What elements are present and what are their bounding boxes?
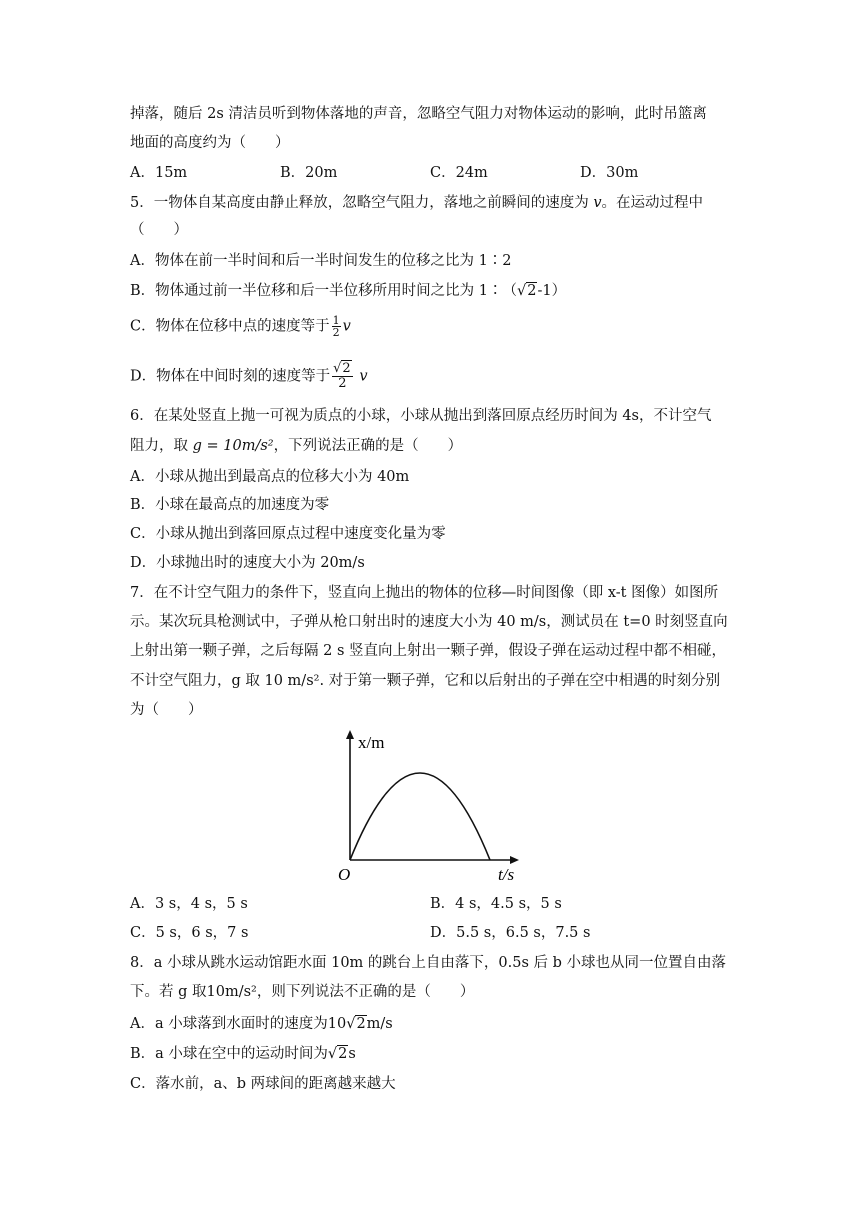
q7-option-b: B．4 s，4.5 s，5 s: [430, 896, 562, 912]
q6-option-a: A．小球从抛出到最高点的位移大小为 40m: [130, 469, 410, 485]
q5-velocity-var: v: [593, 195, 602, 211]
q8-option-a-root: 2: [356, 1016, 366, 1032]
x-axis-label: t/s: [498, 865, 515, 884]
q8-option-a-coef: 10: [327, 1016, 347, 1032]
q4-stem-line-1: 掉落，随后 2s 清洁员听到物体落地的声音，忽略空气阻力对物体运动的影响，此时吊篮离: [130, 106, 707, 122]
q6-stem-line-2: [130, 436, 462, 456]
q5-option-b-root: 2: [527, 283, 537, 299]
q8-stem-line-1: 8．a 小球从跳水运动馆距水面 10m 的跳台上自由落下，0.5s 后 b 小球也从同一位置自由落: [130, 955, 727, 971]
x-axis-arrow: [510, 856, 519, 864]
q5-stem-line-1: [130, 193, 703, 213]
q5-option-c-var: v: [342, 318, 351, 335]
q4-option-c: C．24m: [430, 165, 488, 181]
q5-option-d-fraction: $\frac{√2}{2}$: [333, 361, 351, 391]
q5-option-c-text: C．物体在位移中点的速度等于: [130, 318, 330, 335]
y-axis-arrow: [346, 730, 354, 739]
q6-stem-text: 阻力，取: [130, 438, 193, 454]
q8-option-a: A．a 小球落到水面时的速度为10√2m/s: [130, 1016, 393, 1032]
q8-option-a-text: A．a 小球落到水面时的速度为: [130, 1016, 328, 1032]
q4-option-d: D．30m: [580, 165, 639, 181]
q8-option-b-text: B．a 小球在空中的运动时间为: [130, 1046, 328, 1062]
q4-option-b: B．20m: [280, 165, 338, 181]
q8-option-a-unit: m/s: [366, 1016, 393, 1032]
q8-option-b-unit: s: [348, 1046, 356, 1062]
q6-g-formula: g = 10m/s²: [192, 438, 274, 454]
q7-stem-line-4: 不计空气阻力，g 取 10 m/s². 对于第一颗子弹，它和以后射出的子弹在空中相遇的时刻分别: [130, 673, 721, 689]
q4-stem-line-2: 地面的高度约为（ ）: [130, 135, 290, 151]
q7-stem-line-5: 为（ ）: [130, 702, 203, 718]
q5-option-c-fraction: $\frac{1}{2}$: [332, 314, 340, 339]
q6-stem-text-end: ，下列说法正确的是（ ）: [273, 438, 463, 454]
q5-option-b-text: B．物体通过前一半位移和后一半位移所用时间之比为 1∶（: [130, 283, 517, 299]
q6-option-d: D．小球抛出时的速度大小为 20m/s: [130, 555, 365, 571]
q5-stem-text-end: 。在运动过程中: [601, 195, 704, 211]
q5-option-a: A．物体在前一半时间和后一半时间发生的位移之比为 1∶2: [130, 253, 512, 269]
q5-option-b-end: -1）: [537, 283, 567, 299]
q7-option-c: C．5 s，6 s，7 s: [130, 925, 249, 941]
q8-g-formula: 10m/s²: [206, 984, 257, 1000]
q7-stem-line-2: 示。某次玩具枪测试中，子弹从枪口射出时的速度大小为 40 m/s，测试员在 t=0 时刻竖直向: [130, 614, 728, 630]
q8-option-b: B．a 小球在空中的运动时间为√2s: [130, 1046, 356, 1062]
q5-option-d: [130, 362, 368, 391]
q5-stem-text: 5．一物体自某高度由静止释放，忽略空气阻力，落地之前瞬间的速度为: [130, 195, 594, 211]
q5-option-c: [130, 315, 351, 338]
origin-label: O: [338, 865, 351, 884]
q7-stem-line-1: 7．在不计空气阻力的条件下，竖直向上抛出的物体的位移—时间图像（即 x-t 图像）如图所: [130, 585, 719, 601]
y-axis-label: x/m: [358, 733, 385, 752]
q6-stem-line-1: 6．在某处竖直上抛一可视为质点的小球，小球从抛出到落回原点经历时间为 4s，不计空气: [130, 408, 712, 424]
q5-option-d-var: v: [359, 368, 368, 385]
q5-option-b: B．物体通过前一半位移和后一半位移所用时间之比为 1∶（√2-1）: [130, 283, 567, 299]
q8-stem-line-2: [130, 982, 474, 1002]
q5-option-d-text: D．物体在中间时刻的速度等于: [130, 368, 331, 385]
q8-stem-text-end: ，则下列说法不正确的是（ ）: [256, 984, 475, 1000]
q7-stem-line-3: 上射出第一颗子弹，之后每隔 2 s 竖直向上射出一颗子弹，假设子弹在运动过程中都不相碰，: [130, 643, 726, 659]
q7-xt-graph: [320, 728, 530, 884]
parabola-curve: [350, 773, 490, 860]
q6-option-c: C．小球从抛出到落回原点过程中速度变化量为零: [130, 526, 446, 542]
q7-option-d: D．5.5 s，6.5 s，7.5 s: [430, 925, 591, 941]
q8-stem-text: 下。若 g 取: [130, 984, 207, 1000]
q8-option-c: C．落水前，a、b 两球间的距离越来越大: [130, 1076, 396, 1092]
q5-stem-line-2: （ ）: [130, 222, 188, 238]
q8-option-b-root: 2: [338, 1046, 348, 1062]
q7-option-a: A．3 s，4 s，5 s: [130, 896, 248, 912]
q6-option-b: B．小球在最高点的加速度为零: [130, 497, 330, 513]
q4-option-a: A．15m: [130, 165, 188, 181]
